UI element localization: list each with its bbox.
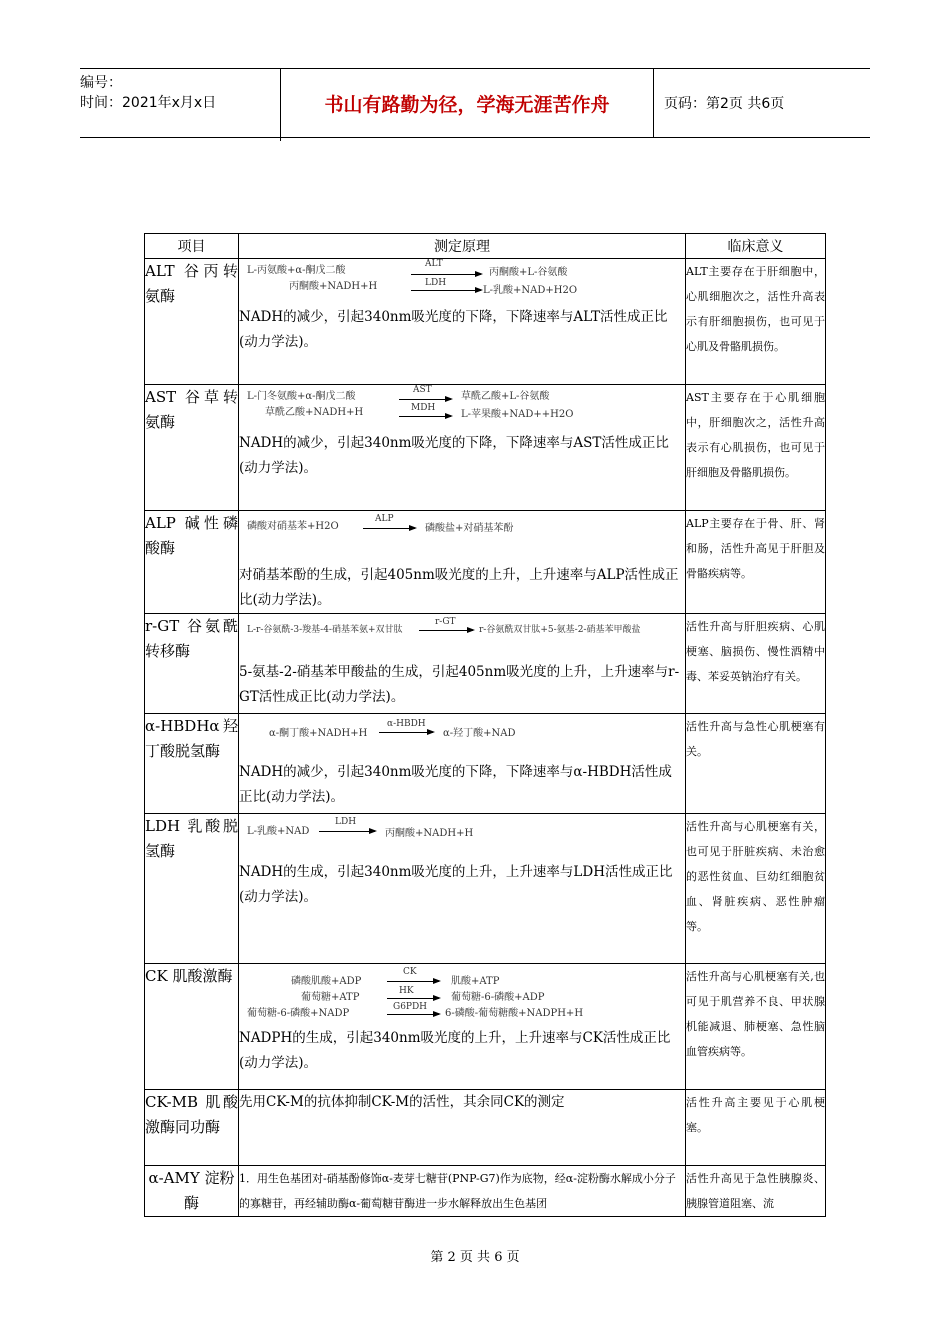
reaction-substrate: 磷酸对硝基苯+H2O — [247, 521, 339, 532]
principle-text: 先用CK-M的抗体抑制CK-M的活性，其余同CK的测定 — [239, 1094, 565, 1110]
reaction-arrow — [363, 528, 415, 529]
item-name: r-GT 谷氨酰转移酶 — [145, 614, 239, 714]
reaction-product: 肌酸+ATP — [451, 976, 500, 987]
enzyme-table — [144, 233, 826, 1217]
reaction-diagram — [239, 714, 685, 760]
reaction-enzyme: r-GT — [435, 617, 456, 627]
clinical-text: 活性升高主要见于心肌梗塞。 — [686, 1090, 826, 1166]
reaction-arrow — [399, 399, 451, 400]
reaction-substrate: 草酰乙酸+NADH+H — [265, 407, 364, 418]
reaction-product: 磷酸盐+对硝基苯酚 — [425, 523, 514, 534]
header-principle: 测定原理 — [239, 234, 686, 259]
table-row — [145, 1090, 826, 1166]
principle-text: NADPH的生成，引起340nm吸光度的上升，上升速率与CK活性成正比(动力学法)。 — [239, 1030, 671, 1071]
principle-cell — [239, 511, 686, 614]
reaction-substrate: L-r-谷氨酰-3-羧基-4-硝基苯氨+双甘肽 — [247, 625, 403, 635]
principle-cell — [239, 1166, 686, 1217]
header-page-info: 页码：第2页 共6页 — [664, 96, 785, 112]
reaction-product: L-乳酸+NAD+H2O — [483, 285, 578, 296]
reaction-product: 丙酮酸+NADH+H — [385, 828, 474, 839]
reaction-arrow — [411, 274, 481, 275]
page-header — [80, 68, 870, 138]
header-clinical: 临床意义 — [686, 234, 826, 259]
reaction-substrate: 丙酮酸+NADH+H — [289, 281, 378, 292]
item-name: ALT 谷丙转氨酶 — [145, 259, 239, 385]
clinical-text: ALP主要存在于骨、肝、肾和肠，活性升高见于肝胆及骨骼疾病等。 — [686, 511, 826, 614]
clinical-text: 活性升高与心肌梗塞有关,也可见于肌营养不良、甲状腺机能减退、肺梗塞、急性脑血管疾病等。 — [686, 964, 826, 1090]
table-row — [145, 1166, 826, 1217]
reaction-diagram — [239, 385, 685, 431]
principle-cell — [239, 259, 686, 385]
reaction-substrate: 葡萄糖-6-磷酸+NADP — [247, 1008, 350, 1019]
principle-text: NADH的减少，引起340nm吸光度的下降，下降速率与α-HBDH活性成正比(动力学法)。 — [239, 764, 672, 805]
table-row — [145, 259, 826, 385]
principle-text: 对硝基苯酚的生成，引起405nm吸光度的上升，上升速率与ALP活性成正比(动力学法)。 — [239, 567, 679, 608]
clinical-text: 活性升高与急性心肌梗塞有关。 — [686, 714, 826, 814]
table-row — [145, 614, 826, 714]
page-footer: 第 2 页 共 6 页 — [430, 1250, 520, 1265]
table-row — [145, 511, 826, 614]
principle-text: NADH的生成，引起340nm吸光度的上升，上升速率与LDH活性成正比(动力学法)。 — [239, 864, 673, 905]
reaction-substrate: L-门冬氨酸+α-酮戊二酸 — [247, 391, 356, 402]
principle-text: NADH的减少，引起340nm吸光度的下降，下降速率与AST活性成正比(动力学法)。 — [239, 435, 669, 476]
reaction-product: 6-磷酸-葡萄糖酸+NADPH+H — [445, 1008, 584, 1019]
reaction-substrate: 葡萄糖+ATP — [301, 992, 360, 1003]
header-meta — [80, 69, 281, 141]
principle-cell — [239, 964, 686, 1090]
clinical-text: 活性升高见于急性胰腺炎、胰腺管道阻塞、流 — [686, 1166, 826, 1217]
reaction-arrow — [419, 630, 473, 631]
reaction-enzyme: ALT — [425, 259, 443, 269]
reaction-diagram — [239, 814, 685, 860]
number-label: 编号： — [80, 75, 122, 91]
principle-cell — [239, 614, 686, 714]
reaction-product: 丙酮酸+L-谷氨酸 — [489, 267, 568, 278]
reaction-enzyme: G6PDH — [393, 1002, 428, 1012]
reaction-enzyme: AST — [413, 385, 432, 395]
table-header-row — [145, 234, 826, 259]
principle-cell — [239, 385, 686, 511]
reaction-arrow — [319, 831, 375, 832]
table-row — [145, 385, 826, 511]
reaction-diagram — [239, 511, 685, 563]
reaction-arrow — [379, 732, 433, 733]
header-item: 项目 — [145, 234, 239, 259]
principle-cell — [239, 1090, 686, 1166]
clinical-text: 活性升高与心肌梗塞有关，也可见于肝脏疾病、未治愈的恶性贫血、巨幼红细胞贫血、肾脏疾病、恶性肿瘤等。 — [686, 814, 826, 964]
reaction-product: r-谷氨酰双甘肽+5-氨基-2-硝基苯甲酸盐 — [479, 625, 641, 635]
table-row — [145, 814, 826, 964]
clinical-text: ALT主要存在于肝细胞中，心肌细胞次之，活性升高表示有肝细胞损伤，也可见于心肌及骨骼肌损伤。 — [686, 259, 826, 385]
reaction-arrow — [387, 998, 439, 999]
item-name: CK 肌酸激酶 — [145, 964, 239, 1090]
table-row — [145, 964, 826, 1090]
header-motto: 书山有路勤为径，学海无涯苦作舟 — [281, 69, 654, 137]
reaction-substrate: L-乳酸+NAD — [247, 826, 310, 837]
table-row — [145, 714, 826, 814]
reaction-diagram — [239, 259, 685, 305]
reaction-enzyme: MDH — [411, 403, 436, 413]
reaction-arrow — [387, 1014, 439, 1015]
reaction-arrow — [387, 981, 439, 982]
reaction-enzyme: CK — [403, 967, 417, 977]
reaction-product: α-羟丁酸+NAD — [443, 728, 516, 739]
principle-cell — [239, 714, 686, 814]
principle-text: 1．用生色基团对-硝基酚修饰α-麦芽七糖苷(PNP-G7)作为底物，经α-淀粉酶水解成小分子的寡糖苷，再经辅助酶α-葡萄糖苷酶进一步水解释放出生色基团 — [239, 1172, 676, 1210]
reaction-substrate: α-酮丁酸+NADH+H — [269, 728, 368, 739]
reaction-substrate: 磷酸肌酸+ADP — [291, 976, 362, 987]
item-name: α-HBDHα羟丁酸脱氢酶 — [145, 714, 239, 814]
reaction-diagram — [239, 614, 685, 660]
reaction-product: L-苹果酸+NAD++H2O — [461, 409, 574, 420]
time-label: 时间：2021年x月x日 — [80, 95, 217, 111]
principle-text: 5-氨基-2-硝基苯甲酸盐的生成，引起405nm吸光度的上升，上升速率与r-GT活性成正比(动力学法)。 — [239, 664, 680, 705]
reaction-enzyme: LDH — [335, 817, 357, 827]
reaction-enzyme: HK — [399, 986, 414, 996]
item-name: α-AMY 淀粉酶 — [145, 1166, 239, 1217]
item-name: LDH 乳酸脱氢酶 — [145, 814, 239, 964]
reaction-enzyme: LDH — [425, 278, 447, 288]
reaction-arrow — [399, 416, 451, 417]
item-name: AST 谷草转氨酶 — [145, 385, 239, 511]
item-name: ALP 碱性磷酸酶 — [145, 511, 239, 614]
reaction-arrow — [411, 290, 481, 291]
principle-cell — [239, 814, 686, 964]
reaction-enzyme: α-HBDH — [387, 719, 426, 729]
reaction-enzyme: ALP — [375, 514, 394, 524]
reaction-product: 葡萄糖-6-磷酸+ADP — [451, 992, 545, 1003]
reaction-diagram — [239, 964, 685, 1026]
clinical-text: AST主要存在于心肌细胞中，肝细胞次之，活性升高表示有心肌损伤，也可见于肝细胞及骨骼肌损伤。 — [686, 385, 826, 511]
item-name: CK-MB 肌酸激酶同功酶 — [145, 1090, 239, 1166]
reaction-product: 草酰乙酸+L-谷氨酸 — [461, 391, 550, 402]
clinical-text: 活性升高与肝胆疾病、心肌梗塞、脑损伤、慢性酒精中毒、苯妥英钠治疗有关。 — [686, 614, 826, 714]
reaction-substrate: L-丙氨酸+α-酮戊二酸 — [247, 265, 346, 276]
principle-text: NADH的减少，引起340nm吸光度的下降，下降速率与ALT活性成正比(动力学法)。 — [239, 309, 668, 350]
